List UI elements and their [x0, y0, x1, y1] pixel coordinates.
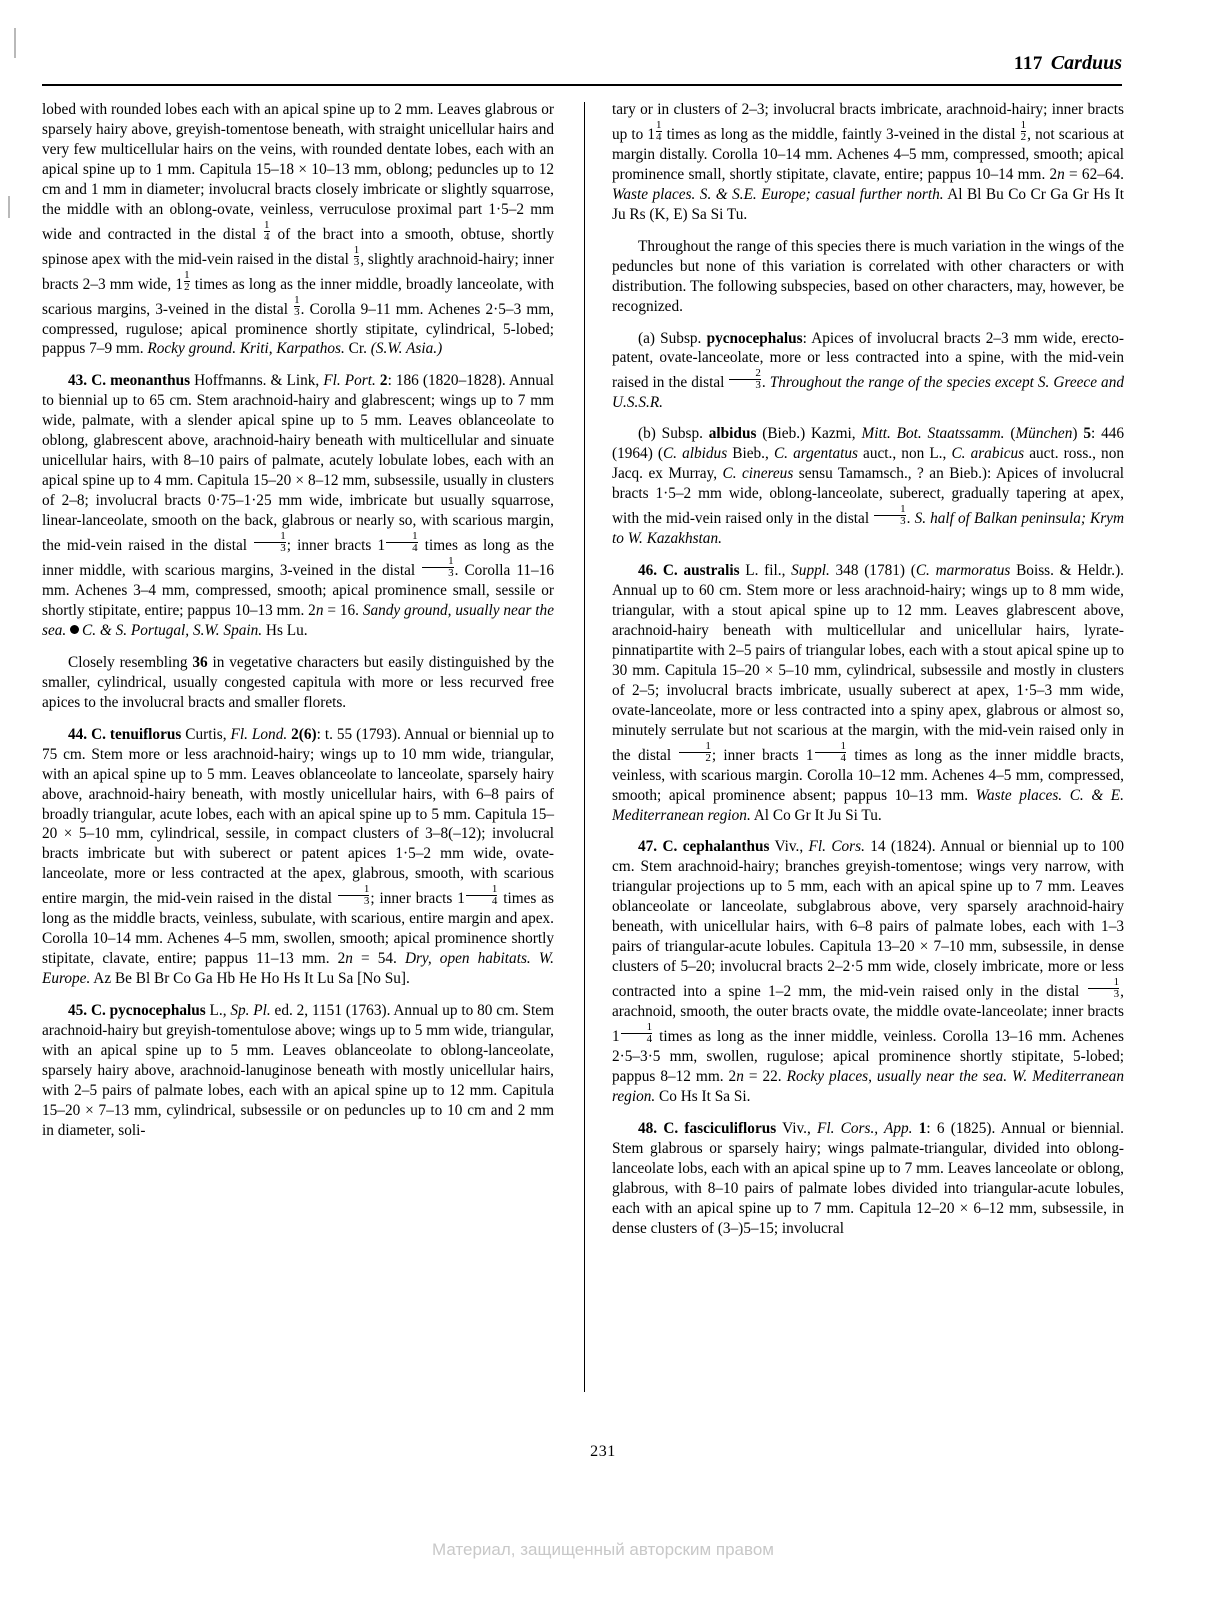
species-45-variation-note: Throughout the range of this species there is much variation in the wings of the peduncles but none of this variation is correlated with other characters or with distribution. The following subspecies, based on other characters, may, however, be recognized.	[612, 237, 1124, 315]
running-head	[42, 52, 1122, 75]
column-left	[42, 100, 554, 1141]
running-head-genus: Carduus	[1050, 52, 1122, 74]
subspecies-b-albidus: (b) Subsp. albidus (Bieb.) Kazmi, Mitt. Bot. Staatssamm. (München) 5: 446 (1964) (C. albidus Bieb., C. argentatus auct., non L., C. arabicus auct. ross., non Jacq. ex Murray, C. cinereus sensu Tamamsch., ? an Bieb.): Apices of involucral bracts 1·5–2 mm wide, oblong-lanceolate, suberect, gradually tapering at apex, with the mid-vein raised only in the distal $\frac{1}{3}$ . S. half of Balkan peninsula; Krym to W. Kazakhstan.	[612, 425, 1125, 548]
text-body	[42, 100, 1124, 1430]
species-47-cephalanthus: 47. C. cephalanthus Viv., Fl. Cors. 14 (1824). Annual or biennial up to 100 cm. Stem arachnoid-hairy; branches greyish-tomentose; wings very narrow, with triangular projections up to 5 mm, each with an apical spine up to 7 mm. Leaves oblanceolate or lanceolate, subglabrous above, very sparsely arachnoid-hairy beneath, with unicellular hairs, with 6–8 pairs of palmate lobes, each with 1–3 pairs of triangular-acute lobules. Capitula 13–20 × 7–10 mm, subsessile, in dense clusters of 5–20; involucral bracts 2–2·5 mm wide, closely imbricate, more or less contracted into a spine 1–2 mm, the mid-vein raised only in the distal $\frac{1}{3}$ , arachnoid, smooth, the outer bracts ovate, the middle ovate-lanceolate; inner bracts 1 $\frac{1}{4}$ times as long as the inner middle, veinless. Corolla 13–16 mm. Achenes 2·5–3·5 mm, swollen, rugulose; apical prominence shortly stipitate, 5-lobed; pappus 8–12 mm. 2n = 22. Rocky places, usually near the sea. W. Mediterranean region. Co Hs It Sa Si.	[612, 838, 1124, 1105]
species-46-australis: 46. C. australis L. fil., Suppl. 348 (1781) (C. marmoratus Boiss. & Heldr.). Annual up to 60 cm. Stem more or less arachnoid-hairy; wings up to 8 mm wide, triangular, with a stout apical spine up to 12 mm. Leaves glabrescent above, arachnoid-hairy beneath with multicellular and unicellular hairs, lyrate-pinnatipartite with 2–5 pairs of triangular lobes, each with a stout apical spine up to 30 mm. Capitula 15–20 × 5–10 mm, cylindrical, subsessile and mostly in clusters of 2–5; involucral bracts imbricate, usually suberect at apex, 1·5–3 mm wide, ovate-lanceolate, more or less contracted into a spiny apex, glabrous or almost so, minutely serrulate but not scarious at the margin, with the mid-vein raised only in the distal $\frac{1}{2}$ ; inner bracts 1 $\frac{1}{4}$ times as long as the inner middle bracts, veinless, with scarious margin. Corolla 10–12 mm. Achenes 4–5 mm, compressed, smooth; apical prominence absent; pappus 10–13 mm. Waste places. C. & E. Mediterranean region. Al Co Gr It Ju Si Tu.	[612, 562, 1125, 824]
running-head-number: 117	[1013, 53, 1043, 74]
species-45-continuation: tary or in clusters of 2–3; involucral bracts imbricate, arachnoid-hairy; inner bracts up to 1 $\frac{1}{4}$ times as long as the middle, faintly 3-veined in the distal $\frac{1}{2}$ , not scarious at margin distally. Corolla 10–14 mm. Achenes 4–5 mm, compressed, smooth; apical prominence small, shortly stipitate, clavate, entire; pappus 10–14 mm. 2n = 62–64. Waste places. S. & S.E. Europe; casual further north. Al Bl Bu Co Cr Ga Gr Hs It Ju Rs (K, E) Sa Si Tu.	[612, 101, 1124, 223]
species-43-meonanthus: 43. C. meonanthus Hoffmanns. & Link, Fl. Port. 2: 186 (1820–1828). Annual to biennial up to 65 cm. Stem arachnoid-hairy and glabrescent; wings up to 7 mm wide, palmate, with a slender apical spine up to 5 mm. Leaves oblanceolate to oblong, glabrescent above, arachnoid-hairy beneath with multicellular and sinuate unicellular hairs, with 8–10 pairs of palmate, acutely lobulate lobes, each with an apical spine up to 4 mm. Capitula 15–20 × 8–12 mm, subsessile, usually in clusters of 2–8; involucral bracts 0·75–1·25 mm wide, imbricate but usually squarrose, linear-lanceolate, smooth on the back, glabrous or nearly so, with scarious margin, the mid-vein raised in the distal $\frac{1}{3}$ ; inner bracts 1 $\frac{1}{4}$ times as long as the inner middle, with scarious margins, 3-veined in the distal $\frac{1}{3}$ . Corolla 11–16 mm. Achenes 3–4 mm, compressed, smooth; apical prominence small, sessile or shortly stipitate, entire; pappus 10–13 mm. 2n = 16. Sandy ground, usually near the sea. C. & S. Portugal, S.W. Spain. Hs Lu.	[42, 372, 555, 639]
species-48-fasciculiflorus: 48. C. fasciculiflorus Viv., Fl. Cors., App. 1: 6 (1825). Annual or biennial. Stem glabrous or sparsely hairy; wings palmate-triangular, divided into oblong-lanceolate lobs, each with an apical spine up to 7 mm. Leaves lanceolate or oblong, glabrous, with 8–10 pairs of palmate lobes divided into triangular-acute lobules, each with an apical spine up to 7 mm. Capitula 12–20 × 6–12 mm, subsessile, in dense clusters of (3–)5–15; involucral	[612, 1119, 1124, 1237]
folio-number: 231	[590, 1443, 616, 1460]
margin-mark-lower	[8, 196, 10, 218]
species-42-continuation: lobed with rounded lobes each with an apical spine up to 2 mm. Leaves glabrous or sparsely hairy above, greyish-tomentose beneath, with straight unicellular hairs and very few multicellular hairs on the veins, with rounded dentate lobes, each with an apical spine up to 1 mm. Capitula 15–18 × 10–13 mm, oblong; peduncles up to 12 cm and 1 mm in diameter; involucral bracts closely imbricate or slightly squarrose, the middle with an oblong-ovate, veinless, verruculose proximal part 1·5–2 mm wide and contracted in the distal $\frac{1}{4}$ of the bract into a smooth, obtuse, shortly spinose apex with the mid-vein raised in the distal $\frac{1}{3}$ , slightly arachnoid-hairy; inner bracts 2–3 mm wide, 1 $\frac{1}{2}$ times as long as the inner middle, broadly lanceolate, with scarious margins, 3-veined in the distal $\frac{1}{3}$ . Corolla 9–11 mm. Achenes 2·5–3 mm, compressed, rugulose; apical prominence shortly stipitate, cylindrical, 5-lobed; pappus 7–9 mm. Rocky ground. Kriti, Karpathos. Cr. (S.W. Asia.)	[42, 101, 554, 358]
subspecies-a-pycnocephalus: (a) Subsp. pycnocephalus: Apices of involucral bracts 2–3 mm wide, erecto-patent, ovate-lanceolate, more or less contracted into a spine, with the mid-vein raised in the distal $\frac{2}{3}$ . Throughout the range of the species except S. Greece and U.S.S.R.	[612, 329, 1124, 412]
column-right	[612, 100, 1124, 1239]
margin-mark-top	[14, 28, 16, 58]
species-44-tenuiflorus: 44. C. tenuiflorus Curtis, Fl. Lond. 2(6): t. 55 (1793). Annual or biennial up to 75 cm. Stem more or less arachnoid-hairy; wings up to 10 mm wide, triangular, with an apical spine up to 5 mm. Leaves oblanceolate to lanceolate, sparsely hairy above, arachnoid-hairy beneath, with mostly unicellular hairs, with 6–8 pairs of broadly triangular, acute lobes, each with an apical spine up to 5 mm. Capitula 15–20 × 5–10 mm, cylindrical, sessile, in compact clusters of 3–8(–12); involucral bracts imbricate but with suberect or patent apices 1·5–2 mm wide, ovate-lanceolate, more or less contracted at the apex, glabrous, smooth, with scarious entire margin, the mid-vein raised in the distal $\frac{1}{3}$ ; inner bracts 1 $\frac{1}{4}$ times as long as the middle bracts, veinless, subulate, with scarious, entire margin and apex. Corolla 10–14 mm. Achenes 4–5 mm, swollen, smooth; apical prominence shortly stipitate, clavate, entire; pappus 11–13 mm. 2n = 54. Dry, open habitats. W. Europe. Az Be Bl Br Co Ga Hb He Ho Hs It Lu Sa [No Su].	[42, 725, 555, 988]
header-rule	[42, 84, 1122, 86]
species-43-note: Closely resembling 36 in vegetative characters but easily distinguished by the smaller, cylindrical, usually congested capitula with more or less recurved free apices to the involucral bracts and smaller florets.	[42, 653, 554, 711]
species-45-pycnocephalus: 45. C. pycnocephalus L., Sp. Pl. ed. 2, 1151 (1763). Annual up to 80 cm. Stem arachnoid-hairy but greyish-tomentulose above; wings up to 5 mm wide, triangular, with an apical spine up to 5 mm. Leaves oblanceolate to oblong-lanceolate, sparsely hairy above, arachnoid-lanuginose beneath with mostly unicellular hairs, with 2–5 pairs of palmate lobes, each with an apical spine up to 12 mm. Capitula 15–20 × 7–13 mm, cylindrical, subsessile or on peduncles up to 10 cm and 2 mm in diameter, soli-	[42, 1002, 554, 1139]
column-divider	[584, 102, 585, 1392]
copyright-watermark: Материал, защищенный авторским правом	[431, 1540, 774, 1559]
